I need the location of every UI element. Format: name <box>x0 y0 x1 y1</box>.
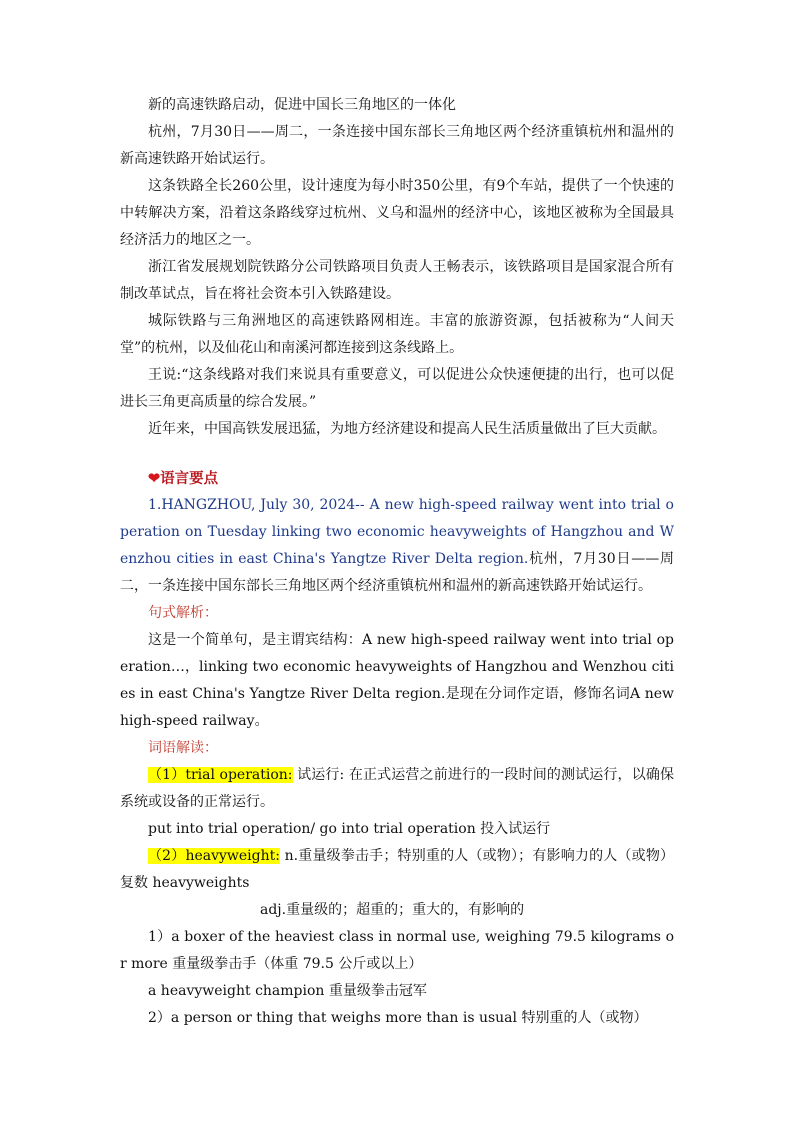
term1-phrase: put into trial operation/ go into trial operation 投入试运行 <box>148 821 551 837</box>
item1-paragraph <box>120 492 674 600</box>
vocab-label: 词语解读： <box>148 740 218 756</box>
article-paragraph-4: 城际铁路与三角洲地区的高速铁路网相连。丰富的旅游资源，包括被称为“人间天堂”的杭州，以及仙花山和南溪河都连接到这条线路上。 <box>120 313 674 356</box>
language-points-heading-text: 语言要点 <box>160 470 219 487</box>
section-spacer <box>120 443 674 465</box>
sentence-analysis-label: 句式解析： <box>148 605 218 621</box>
item1-english: 1.HANGZHOU, July 30, 2024-- A new high-speed railway went into trial operation on Tuesday linking two economic heavyweights of Hangzhou and Wenzhou cities in east China's Yangtze River Delta region. <box>120 497 674 567</box>
sentence-analysis-text: 这是一个简单句，是主谓宾结构：A new high-speed railway went into trial operation…，linking two economic heavyweights of Hangzhou and Wenzhou cities in east China's Yangtze River Delta region.是现在分词作定语，修饰名词A new high-speed railway。 <box>120 632 674 729</box>
term1-definition: 试运行: 在正式运营之前进行的一段时间的测试运行，以确保系统或设备的正常运行。 <box>120 767 674 810</box>
term2-adj: adj.重量级的；超重的；重大的，有影响的 <box>260 902 525 918</box>
article-paragraph-1: 杭州，7月30日——周二，一条连接中国东部长三角地区两个经济重镇杭州和温州的新高速铁路开始试运行。 <box>120 124 674 167</box>
term2-label: （2）heavyweight: <box>148 848 280 864</box>
term2-sense2: 2）a person or thing that weighs more than is usual 特别重的人（或物） <box>148 1010 648 1026</box>
language-points-heading <box>120 465 674 492</box>
term1-paragraph <box>120 762 674 816</box>
heart-icon: ❤ <box>148 470 161 487</box>
article-title: 新的高速铁路启动，促进中国长三角地区的一体化 <box>148 97 456 113</box>
term2-sense1: 1）a boxer of the heaviest class in normal use, weighing 79.5 kilograms or more 重量级拳击手（体重 79.5 公斤或以上） <box>120 929 674 972</box>
item1-chinese: 杭州，7月30日——周二，一条连接中国东部长三角地区两个经济重镇杭州和温州的新高速铁路开始试运行。 <box>120 551 674 594</box>
term1-label: （1）trial operation: <box>148 767 293 783</box>
article-paragraph-3: 浙江省发展规划院铁路分公司铁路项目负责人王畅表示，该铁路项目是国家混合所有制改革试点，旨在将社会资本引入铁路建设。 <box>120 259 674 302</box>
article-paragraph-6: 近年来，中国高铁发展迅猛，为地方经济建设和提高人民生活质量做出了巨大贡献。 <box>148 421 666 437</box>
article-paragraph-5: 王说:“这条线路对我们来说具有重要意义，可以促进公众快速便捷的出行，也可以促进长三角更高质量的综合发展。” <box>120 367 674 410</box>
article-paragraph-2: 这条铁路全长260公里，设计速度为每小时350公里，有9个车站，提供了一个快速的中转解决方案，沿着这条路线穿过杭州、义乌和温州的经济中心，该地区被称为全国最具经济活力的地区之一。 <box>120 178 674 248</box>
term2-example1: a heavyweight champion 重量级拳击冠军 <box>148 983 427 999</box>
term2-definition: n.重量级拳击手；特别重的人（或物）；有影响力的人（或物）复数 heavyweights <box>120 848 674 891</box>
term2-paragraph <box>120 843 674 897</box>
